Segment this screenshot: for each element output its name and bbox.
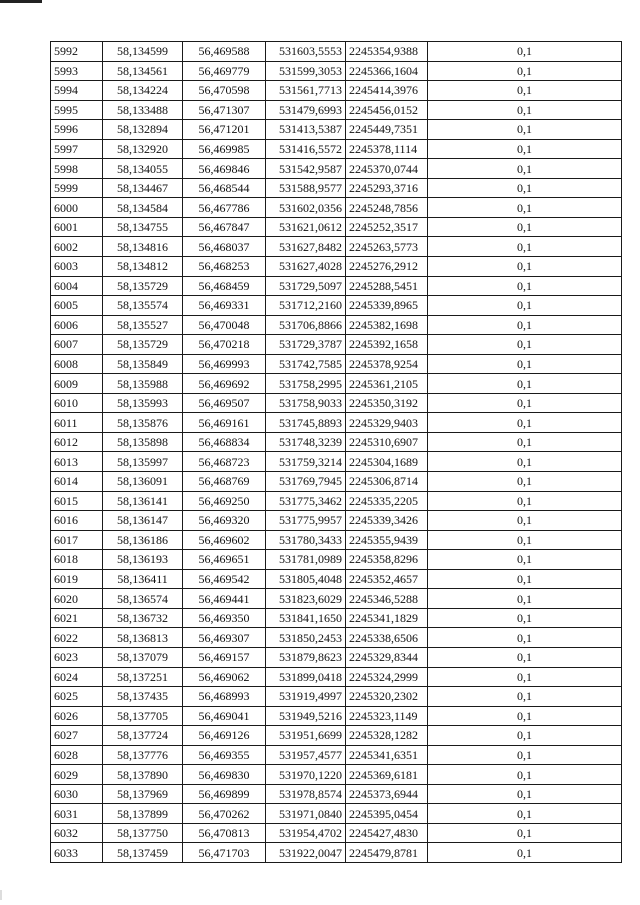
latitude-cell: 58,134561 <box>103 61 183 81</box>
y-coordinate-cell: 2245304,1689 <box>346 452 428 472</box>
table-row <box>51 198 622 218</box>
y-coordinate-cell: 2245366,1604 <box>346 61 428 81</box>
point-number-cell: 6004 <box>51 276 103 296</box>
x-coordinate-cell: 531729,3787 <box>266 335 346 355</box>
latitude-cell: 58,135993 <box>103 393 183 413</box>
latitude-cell: 58,137435 <box>103 687 183 707</box>
point-number-cell: 6025 <box>51 687 103 707</box>
point-number-cell: 6021 <box>51 608 103 628</box>
latitude-cell: 58,137251 <box>103 667 183 687</box>
latitude-cell: 58,132894 <box>103 120 183 140</box>
latitude-cell: 58,135988 <box>103 374 183 394</box>
accuracy-cell: 0,1 <box>428 100 622 120</box>
longitude-cell: 56,469062 <box>183 667 266 687</box>
table-row <box>51 100 622 120</box>
latitude-cell: 58,132920 <box>103 139 183 159</box>
point-number-cell: 6030 <box>51 784 103 804</box>
longitude-cell: 56,469441 <box>183 589 266 609</box>
point-number-cell: 6007 <box>51 335 103 355</box>
latitude-cell: 58,137890 <box>103 765 183 785</box>
accuracy-cell: 0,1 <box>428 530 622 550</box>
accuracy-cell: 0,1 <box>428 569 622 589</box>
y-coordinate-cell: 2245339,8965 <box>346 296 428 316</box>
latitude-cell: 58,134584 <box>103 198 183 218</box>
y-coordinate-cell: 2245449,7351 <box>346 120 428 140</box>
y-coordinate-cell: 2245329,8344 <box>346 647 428 667</box>
table-row <box>51 217 622 237</box>
y-coordinate-cell: 2245352,4657 <box>346 569 428 589</box>
y-coordinate-cell: 2245358,8296 <box>346 550 428 570</box>
latitude-cell: 58,135997 <box>103 452 183 472</box>
latitude-cell: 58,134224 <box>103 81 183 101</box>
table-row <box>51 804 622 824</box>
longitude-cell: 56,469350 <box>183 608 266 628</box>
y-coordinate-cell: 2245382,1698 <box>346 315 428 335</box>
x-coordinate-cell: 531758,2995 <box>266 374 346 394</box>
longitude-cell: 56,469588 <box>183 42 266 62</box>
table-row <box>51 335 622 355</box>
y-coordinate-cell: 2245310,6907 <box>346 432 428 452</box>
x-coordinate-cell: 531603,5553 <box>266 42 346 62</box>
y-coordinate-cell: 2245427,4830 <box>346 823 428 843</box>
longitude-cell: 56,469985 <box>183 139 266 159</box>
longitude-cell: 56,471201 <box>183 120 266 140</box>
x-coordinate-cell: 531879,8623 <box>266 647 346 667</box>
accuracy-cell: 0,1 <box>428 726 622 746</box>
point-number-cell: 5999 <box>51 178 103 198</box>
table-row <box>51 61 622 81</box>
table-row <box>51 530 622 550</box>
table-row <box>51 550 622 570</box>
y-coordinate-cell: 2245373,6944 <box>346 784 428 804</box>
accuracy-cell: 0,1 <box>428 237 622 257</box>
accuracy-cell: 0,1 <box>428 217 622 237</box>
table-row <box>51 569 622 589</box>
y-coordinate-cell: 2245293,3716 <box>346 178 428 198</box>
accuracy-cell: 0,1 <box>428 804 622 824</box>
latitude-cell: 58,134755 <box>103 217 183 237</box>
y-coordinate-cell: 2245324,2999 <box>346 667 428 687</box>
y-coordinate-cell: 2245350,3192 <box>346 393 428 413</box>
latitude-cell: 58,137079 <box>103 647 183 667</box>
longitude-cell: 56,468993 <box>183 687 266 707</box>
point-number-cell: 6000 <box>51 198 103 218</box>
table-row <box>51 589 622 609</box>
x-coordinate-cell: 531957,4577 <box>266 745 346 765</box>
table-row <box>51 42 622 62</box>
accuracy-cell: 0,1 <box>428 823 622 843</box>
accuracy-cell: 0,1 <box>428 139 622 159</box>
longitude-cell: 56,468253 <box>183 257 266 277</box>
x-coordinate-cell: 531970,1220 <box>266 765 346 785</box>
latitude-cell: 58,135574 <box>103 296 183 316</box>
latitude-cell: 58,136141 <box>103 491 183 511</box>
accuracy-cell: 0,1 <box>428 374 622 394</box>
y-coordinate-cell: 2245338,6506 <box>346 628 428 648</box>
scan-edge-mark-left <box>0 890 2 900</box>
latitude-cell: 58,135898 <box>103 432 183 452</box>
x-coordinate-cell: 531775,9957 <box>266 511 346 531</box>
latitude-cell: 58,135729 <box>103 335 183 355</box>
latitude-cell: 58,133488 <box>103 100 183 120</box>
accuracy-cell: 0,1 <box>428 550 622 570</box>
accuracy-cell: 0,1 <box>428 472 622 492</box>
longitude-cell: 56,469320 <box>183 511 266 531</box>
accuracy-cell: 0,1 <box>428 257 622 277</box>
point-number-cell: 6018 <box>51 550 103 570</box>
longitude-cell: 56,468037 <box>183 237 266 257</box>
accuracy-cell: 0,1 <box>428 42 622 62</box>
x-coordinate-cell: 531748,3239 <box>266 432 346 452</box>
x-coordinate-cell: 531775,3462 <box>266 491 346 511</box>
point-number-cell: 5997 <box>51 139 103 159</box>
table-row <box>51 315 622 335</box>
longitude-cell: 56,470048 <box>183 315 266 335</box>
longitude-cell: 56,468769 <box>183 472 266 492</box>
longitude-cell: 56,469157 <box>183 647 266 667</box>
accuracy-cell: 0,1 <box>428 687 622 707</box>
accuracy-cell: 0,1 <box>428 178 622 198</box>
latitude-cell: 58,137899 <box>103 804 183 824</box>
y-coordinate-cell: 2245328,1282 <box>346 726 428 746</box>
latitude-cell: 58,134812 <box>103 257 183 277</box>
y-coordinate-cell: 2245355,9439 <box>346 530 428 550</box>
y-coordinate-cell: 2245323,1149 <box>346 706 428 726</box>
longitude-cell: 56,468459 <box>183 276 266 296</box>
table-row <box>51 354 622 374</box>
longitude-cell: 56,469602 <box>183 530 266 550</box>
accuracy-cell: 0,1 <box>428 276 622 296</box>
point-number-cell: 6008 <box>51 354 103 374</box>
y-coordinate-cell: 2245479,8781 <box>346 843 428 863</box>
accuracy-cell: 0,1 <box>428 511 622 531</box>
accuracy-cell: 0,1 <box>428 296 622 316</box>
table-row <box>51 374 622 394</box>
table-row <box>51 706 622 726</box>
x-coordinate-cell: 531780,3433 <box>266 530 346 550</box>
table-row <box>51 687 622 707</box>
accuracy-cell: 0,1 <box>428 335 622 355</box>
latitude-cell: 58,137459 <box>103 843 183 863</box>
table-row <box>51 413 622 433</box>
latitude-cell: 58,134816 <box>103 237 183 257</box>
coordinates-table <box>50 41 622 863</box>
y-coordinate-cell: 2245248,7856 <box>346 198 428 218</box>
point-number-cell: 6012 <box>51 432 103 452</box>
table-row <box>51 765 622 785</box>
latitude-cell: 58,137705 <box>103 706 183 726</box>
table-row <box>51 81 622 101</box>
table-row <box>51 511 622 531</box>
point-number-cell: 6005 <box>51 296 103 316</box>
y-coordinate-cell: 2245288,5451 <box>346 276 428 296</box>
point-number-cell: 6014 <box>51 472 103 492</box>
latitude-cell: 58,136411 <box>103 569 183 589</box>
accuracy-cell: 0,1 <box>428 745 622 765</box>
point-number-cell: 6026 <box>51 706 103 726</box>
x-coordinate-cell: 531621,0612 <box>266 217 346 237</box>
accuracy-cell: 0,1 <box>428 647 622 667</box>
x-coordinate-cell: 531922,0047 <box>266 843 346 863</box>
y-coordinate-cell: 2245252,3517 <box>346 217 428 237</box>
x-coordinate-cell: 531729,5097 <box>266 276 346 296</box>
latitude-cell: 58,136732 <box>103 608 183 628</box>
accuracy-cell: 0,1 <box>428 198 622 218</box>
table-row <box>51 139 622 159</box>
point-number-cell: 6010 <box>51 393 103 413</box>
y-coordinate-cell: 2245378,9254 <box>346 354 428 374</box>
point-number-cell: 6020 <box>51 589 103 609</box>
accuracy-cell: 0,1 <box>428 589 622 609</box>
x-coordinate-cell: 531479,6993 <box>266 100 346 120</box>
point-number-cell: 6033 <box>51 843 103 863</box>
table-row <box>51 823 622 843</box>
table-row <box>51 120 622 140</box>
x-coordinate-cell: 531769,7945 <box>266 472 346 492</box>
x-coordinate-cell: 531759,3214 <box>266 452 346 472</box>
longitude-cell: 56,469307 <box>183 628 266 648</box>
point-number-cell: 6001 <box>51 217 103 237</box>
y-coordinate-cell: 2245339,3426 <box>346 511 428 531</box>
table-row <box>51 843 622 863</box>
table-row <box>51 726 622 746</box>
accuracy-cell: 0,1 <box>428 843 622 863</box>
longitude-cell: 56,469041 <box>183 706 266 726</box>
x-coordinate-cell: 531602,0356 <box>266 198 346 218</box>
longitude-cell: 56,470218 <box>183 335 266 355</box>
y-coordinate-cell: 2245276,2912 <box>346 257 428 277</box>
latitude-cell: 58,135527 <box>103 315 183 335</box>
longitude-cell: 56,470598 <box>183 81 266 101</box>
y-coordinate-cell: 2245341,6351 <box>346 745 428 765</box>
x-coordinate-cell: 531758,9033 <box>266 393 346 413</box>
point-number-cell: 6031 <box>51 804 103 824</box>
x-coordinate-cell: 531561,7713 <box>266 81 346 101</box>
table-row <box>51 628 622 648</box>
accuracy-cell: 0,1 <box>428 354 622 374</box>
accuracy-cell: 0,1 <box>428 81 622 101</box>
table-row <box>51 667 622 687</box>
longitude-cell: 56,471307 <box>183 100 266 120</box>
accuracy-cell: 0,1 <box>428 413 622 433</box>
x-coordinate-cell: 531823,6029 <box>266 589 346 609</box>
latitude-cell: 58,134599 <box>103 42 183 62</box>
longitude-cell: 56,469651 <box>183 550 266 570</box>
x-coordinate-cell: 531542,9587 <box>266 159 346 179</box>
accuracy-cell: 0,1 <box>428 491 622 511</box>
table-row <box>51 472 622 492</box>
point-number-cell: 5998 <box>51 159 103 179</box>
accuracy-cell: 0,1 <box>428 667 622 687</box>
longitude-cell: 56,469846 <box>183 159 266 179</box>
accuracy-cell: 0,1 <box>428 452 622 472</box>
y-coordinate-cell: 2245395,0454 <box>346 804 428 824</box>
y-coordinate-cell: 2245414,3976 <box>346 81 428 101</box>
point-number-cell: 5995 <box>51 100 103 120</box>
longitude-cell: 56,469507 <box>183 393 266 413</box>
longitude-cell: 56,468723 <box>183 452 266 472</box>
y-coordinate-cell: 2245320,2302 <box>346 687 428 707</box>
longitude-cell: 56,470262 <box>183 804 266 824</box>
accuracy-cell: 0,1 <box>428 61 622 81</box>
latitude-cell: 58,137969 <box>103 784 183 804</box>
point-number-cell: 6009 <box>51 374 103 394</box>
point-number-cell: 6013 <box>51 452 103 472</box>
accuracy-cell: 0,1 <box>428 706 622 726</box>
x-coordinate-cell: 531919,4997 <box>266 687 346 707</box>
y-coordinate-cell: 2245263,5773 <box>346 237 428 257</box>
longitude-cell: 56,471703 <box>183 843 266 863</box>
latitude-cell: 58,136813 <box>103 628 183 648</box>
latitude-cell: 58,135729 <box>103 276 183 296</box>
point-number-cell: 6029 <box>51 765 103 785</box>
longitude-cell: 56,469126 <box>183 726 266 746</box>
x-coordinate-cell: 531951,6699 <box>266 726 346 746</box>
latitude-cell: 58,137776 <box>103 745 183 765</box>
longitude-cell: 56,469250 <box>183 491 266 511</box>
table-row <box>51 784 622 804</box>
table-row <box>51 452 622 472</box>
x-coordinate-cell: 531588,9577 <box>266 178 346 198</box>
point-number-cell: 6032 <box>51 823 103 843</box>
x-coordinate-cell: 531413,5387 <box>266 120 346 140</box>
x-coordinate-cell: 531745,8893 <box>266 413 346 433</box>
accuracy-cell: 0,1 <box>428 628 622 648</box>
x-coordinate-cell: 531627,4028 <box>266 257 346 277</box>
y-coordinate-cell: 2245341,1829 <box>346 608 428 628</box>
table-row <box>51 608 622 628</box>
longitude-cell: 56,467847 <box>183 217 266 237</box>
longitude-cell: 56,469830 <box>183 765 266 785</box>
x-coordinate-cell: 531841,1650 <box>266 608 346 628</box>
x-coordinate-cell: 531978,8574 <box>266 784 346 804</box>
table-row <box>51 178 622 198</box>
table-row <box>51 491 622 511</box>
x-coordinate-cell: 531742,7585 <box>266 354 346 374</box>
latitude-cell: 58,135876 <box>103 413 183 433</box>
x-coordinate-cell: 531706,8866 <box>266 315 346 335</box>
x-coordinate-cell: 531627,8482 <box>266 237 346 257</box>
longitude-cell: 56,469692 <box>183 374 266 394</box>
table-row <box>51 257 622 277</box>
point-number-cell: 6017 <box>51 530 103 550</box>
accuracy-cell: 0,1 <box>428 432 622 452</box>
accuracy-cell: 0,1 <box>428 120 622 140</box>
latitude-cell: 58,137750 <box>103 823 183 843</box>
x-coordinate-cell: 531712,2160 <box>266 296 346 316</box>
y-coordinate-cell: 2245456,0152 <box>346 100 428 120</box>
point-number-cell: 6003 <box>51 257 103 277</box>
y-coordinate-cell: 2245346,5288 <box>346 589 428 609</box>
accuracy-cell: 0,1 <box>428 315 622 335</box>
y-coordinate-cell: 2245370,0744 <box>346 159 428 179</box>
longitude-cell: 56,469331 <box>183 296 266 316</box>
x-coordinate-cell: 531416,5572 <box>266 139 346 159</box>
point-number-cell: 5996 <box>51 120 103 140</box>
longitude-cell: 56,468834 <box>183 432 266 452</box>
table-row <box>51 647 622 667</box>
coordinates-table-body <box>51 42 622 863</box>
longitude-cell: 56,468544 <box>183 178 266 198</box>
table-row <box>51 393 622 413</box>
x-coordinate-cell: 531954,4702 <box>266 823 346 843</box>
point-number-cell: 6028 <box>51 745 103 765</box>
y-coordinate-cell: 2245369,6181 <box>346 765 428 785</box>
x-coordinate-cell: 531599,3053 <box>266 61 346 81</box>
point-number-cell: 6023 <box>51 647 103 667</box>
accuracy-cell: 0,1 <box>428 159 622 179</box>
accuracy-cell: 0,1 <box>428 784 622 804</box>
accuracy-cell: 0,1 <box>428 608 622 628</box>
point-number-cell: 6024 <box>51 667 103 687</box>
longitude-cell: 56,470813 <box>183 823 266 843</box>
longitude-cell: 56,469355 <box>183 745 266 765</box>
x-coordinate-cell: 531949,5216 <box>266 706 346 726</box>
x-coordinate-cell: 531971,0840 <box>266 804 346 824</box>
longitude-cell: 56,469993 <box>183 354 266 374</box>
y-coordinate-cell: 2245392,1658 <box>346 335 428 355</box>
latitude-cell: 58,135849 <box>103 354 183 374</box>
table-row <box>51 296 622 316</box>
latitude-cell: 58,136574 <box>103 589 183 609</box>
point-number-cell: 6002 <box>51 237 103 257</box>
x-coordinate-cell: 531850,2453 <box>266 628 346 648</box>
y-coordinate-cell: 2245378,1114 <box>346 139 428 159</box>
point-number-cell: 6027 <box>51 726 103 746</box>
longitude-cell: 56,469779 <box>183 61 266 81</box>
latitude-cell: 58,136186 <box>103 530 183 550</box>
scan-edge-mark <box>0 0 42 3</box>
point-number-cell: 6006 <box>51 315 103 335</box>
longitude-cell: 56,467786 <box>183 198 266 218</box>
x-coordinate-cell: 531899,0418 <box>266 667 346 687</box>
point-number-cell: 6019 <box>51 569 103 589</box>
point-number-cell: 6011 <box>51 413 103 433</box>
longitude-cell: 56,469899 <box>183 784 266 804</box>
table-row <box>51 159 622 179</box>
y-coordinate-cell: 2245335,2205 <box>346 491 428 511</box>
accuracy-cell: 0,1 <box>428 393 622 413</box>
x-coordinate-cell: 531805,4048 <box>266 569 346 589</box>
x-coordinate-cell: 531781,0989 <box>266 550 346 570</box>
table-row <box>51 276 622 296</box>
y-coordinate-cell: 2245361,2105 <box>346 374 428 394</box>
latitude-cell: 58,136147 <box>103 511 183 531</box>
point-number-cell: 6022 <box>51 628 103 648</box>
y-coordinate-cell: 2245329,9403 <box>346 413 428 433</box>
table-row <box>51 237 622 257</box>
latitude-cell: 58,134055 <box>103 159 183 179</box>
accuracy-cell: 0,1 <box>428 765 622 785</box>
point-number-cell: 5992 <box>51 42 103 62</box>
longitude-cell: 56,469542 <box>183 569 266 589</box>
latitude-cell: 58,136193 <box>103 550 183 570</box>
point-number-cell: 6015 <box>51 491 103 511</box>
point-number-cell: 5994 <box>51 81 103 101</box>
table-row <box>51 745 622 765</box>
table-row <box>51 432 622 452</box>
point-number-cell: 5993 <box>51 61 103 81</box>
longitude-cell: 56,469161 <box>183 413 266 433</box>
latitude-cell: 58,134467 <box>103 178 183 198</box>
y-coordinate-cell: 2245354,9388 <box>346 42 428 62</box>
point-number-cell: 6016 <box>51 511 103 531</box>
latitude-cell: 58,137724 <box>103 726 183 746</box>
y-coordinate-cell: 2245306,8714 <box>346 472 428 492</box>
latitude-cell: 58,136091 <box>103 472 183 492</box>
